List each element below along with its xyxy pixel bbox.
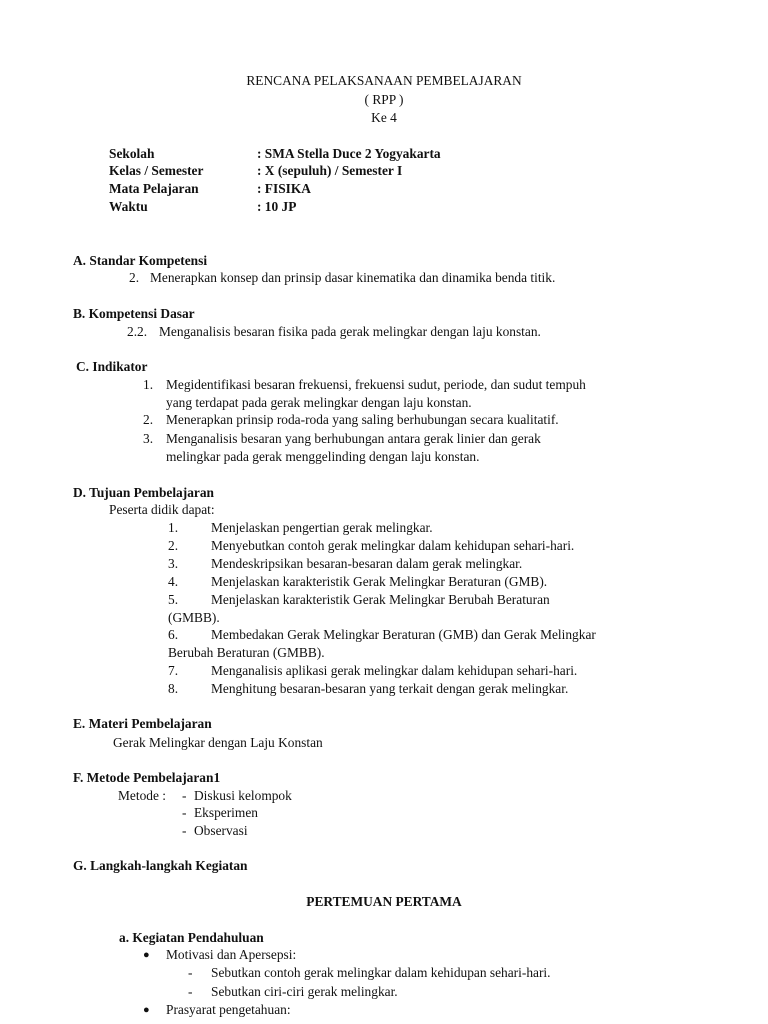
sub-item-text: Sebutkan ciri-ciri gerak melingkar. (211, 984, 398, 999)
identity-label-time: Waktu (109, 199, 148, 214)
standar-kompetensi-text: Menerapkan konsep dan prinsip dasar kinematika dan dinamika benda titik. (150, 270, 556, 285)
identity-label-class: Kelas / Semester (109, 163, 204, 178)
kompetensi-dasar-text: Menganalisis besaran fisika pada gerak melingkar dengan laju konstan. (159, 324, 541, 339)
sub-item-dash: - (188, 965, 193, 980)
identity-value-school: : SMA Stella Duce 2 Yogyakarta (257, 146, 441, 161)
materi-text: Gerak Melingkar dengan Laju Konstan (113, 735, 323, 750)
tujuan-item-text: Menganalisis aplikasi gerak melingkar dalam kehidupan sehari-hari. (211, 663, 578, 678)
identity-value-subject: : FISIKA (257, 181, 311, 196)
tujuan-item-number: 7. (168, 663, 179, 678)
indikator-item-text-continued: melingkar pada gerak menggelinding dengan laju konstan. (166, 449, 480, 464)
identity-label-school: Sekolah (109, 146, 155, 161)
tujuan-item-number: 8. (168, 681, 179, 696)
indikator-item-text-continued: yang terdapat pada gerak melingkar dengan laju konstan. (166, 395, 472, 410)
metode-dash: - (182, 788, 187, 803)
bullet-item-text: Prasyarat pengetahuan: (166, 1002, 291, 1017)
tujuan-item-text: Membedakan Gerak Melingkar Beraturan (GMB) dan Gerak Melingkar (211, 627, 596, 642)
bullet-icon: ● (143, 1004, 150, 1016)
metode-dash: - (182, 805, 187, 820)
document-title: RENCANA PELAKSANAAN PEMBELAJARAN (246, 73, 522, 88)
section-heading-langkah: G. Langkah-langkah Kegiatan (73, 858, 248, 873)
indikator-item-text: Menerapkan prinsip roda-roda yang saling berhubungan secara kualitatif. (166, 412, 559, 427)
indikator-item-number: 1. (143, 377, 154, 392)
tujuan-item-number: 6. (168, 627, 179, 642)
document-subtitle: ( RPP ) (364, 92, 404, 107)
sub-heading-pendahuluan: a. Kegiatan Pendahuluan (119, 930, 264, 945)
metode-item: Eksperimen (194, 805, 258, 820)
metode-dash: - (182, 823, 187, 838)
tujuan-item-number: 2. (168, 538, 179, 553)
indikator-item-text: Megidentifikasi besaran frekuensi, frekuensi sudut, periode, dan sudut tempuh (166, 377, 586, 392)
metode-item: Diskusi kelompok (194, 788, 292, 803)
sub-item-text: Sebutkan contoh gerak melingkar dalam kehidupan sehari-hari. (211, 965, 551, 980)
tujuan-intro: Peserta didik dapat: (109, 502, 215, 517)
metode-item: Observasi (194, 823, 248, 838)
indikator-item-text: Menganalisis besaran yang berhubungan antara gerak linier dan gerak (166, 431, 541, 446)
identity-value-class: : X (sepuluh) / Semester I (257, 163, 403, 178)
tujuan-item-text: Menjelaskan pengertian gerak melingkar. (211, 520, 433, 535)
metode-label: Metode : (118, 788, 166, 803)
tujuan-item-text: Mendeskripsikan besaran-besaran dalam gerak melingkar. (211, 556, 523, 571)
sub-item-dash: - (188, 984, 193, 999)
tujuan-item-number: 3. (168, 556, 179, 571)
indikator-item-number: 2. (143, 412, 154, 427)
tujuan-item-text: Menjelaskan karakteristik Gerak Melingkar Berubah Beraturan (211, 592, 550, 607)
bullet-item-text: Motivasi dan Apersepsi: (166, 947, 297, 962)
indikator-item-number: 3. (143, 431, 154, 446)
tujuan-item-text: Menjelaskan karakteristik Gerak Melingkar Beraturan (GMB). (211, 574, 548, 589)
section-heading-materi: E. Materi Pembelajaran (73, 716, 212, 731)
identity-label-subject: Mata Pelajaran (109, 181, 199, 196)
tujuan-item-number: 1. (168, 520, 179, 535)
tujuan-item-text: Menghitung besaran-besaran yang terkait dengan gerak melingkar. (211, 681, 569, 696)
section-heading-tujuan: D. Tujuan Pembelajaran (73, 485, 214, 500)
bullet-icon: ● (143, 949, 150, 961)
identity-value-time: : 10 JP (257, 199, 297, 214)
section-heading-metode: F. Metode Pembelajaran1 (73, 770, 221, 785)
section-heading-kompetensi-dasar: B. Kompetensi Dasar (73, 306, 195, 321)
tujuan-item-text: Menyebutkan contoh gerak melingkar dalam kehidupan sehari-hari. (211, 538, 575, 553)
kompetensi-dasar-number: 2.2. (127, 324, 148, 339)
section-heading-standar-kompetensi: A. Standar Kompetensi (73, 253, 208, 268)
tujuan-item-text-continued: (GMBB). (168, 610, 220, 625)
tujuan-item-number: 4. (168, 574, 179, 589)
tujuan-item-text-continued: Berubah Beraturan (GMBB). (168, 645, 325, 660)
meeting-title: PERTEMUAN PERTAMA (306, 894, 462, 909)
meeting-number: Ke 4 (371, 110, 397, 125)
section-heading-indikator: C. Indikator (76, 359, 148, 374)
standar-kompetensi-number: 2. (129, 270, 140, 285)
tujuan-item-number: 5. (168, 592, 179, 607)
